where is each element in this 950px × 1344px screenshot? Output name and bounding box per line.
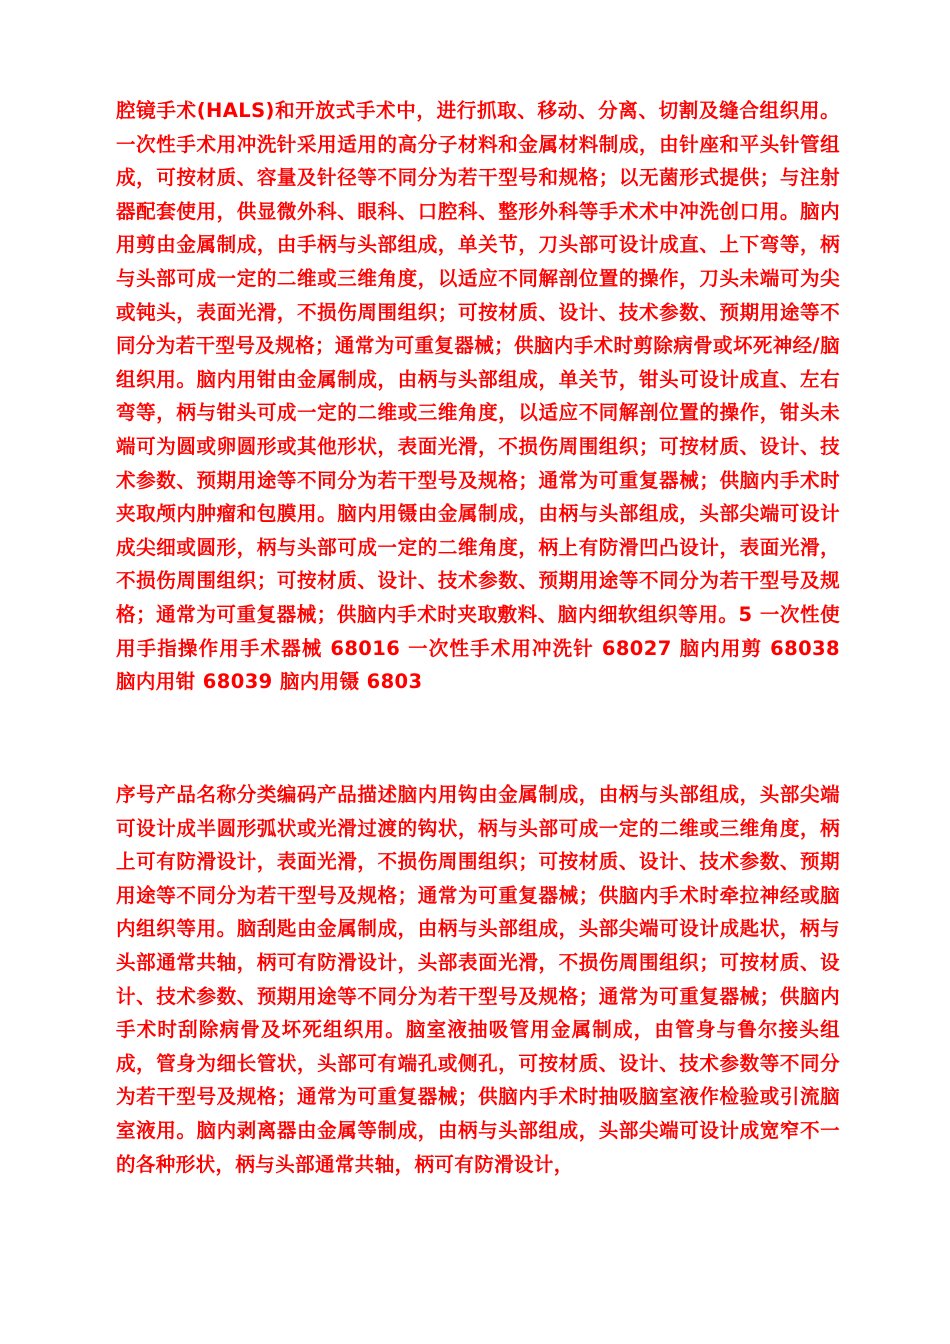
paragraph-2: 序号产品名称分类编码产品描述脑内用钩由金属制成，由柄与头部组成，头部尖端可设计成半圆形弧状或光滑过渡的钩状，柄与头部可成一定的二维或三维角度，柄上可有防滑设计，表面光滑，不损伤周围组织；可按材质、设计、技术参数、预期用途等不同分为若干型号及规格；通常为可重复器械；供脑内手术时牵拉神经或脑内组织等用。脑刮匙由金属制成，由柄与头部组成，头部尖端可设计成匙状，柄与头部通常共轴，柄可有防滑设计，头部表面光滑，不损伤周围组织；可按材质、设计、技术参数、预期用途等不同分为若干型号及规格；通常为可重复器械；供脑内手术时刮除病骨及坏死组织用。脑室液抽吸管用金属制成，由管身与鲁尔接头组成，管身为细长管状，头部可有端孔或侧孔，可按材质、设计、技术参数等不同分为若干型号及规格；通常为可重复器械；供脑内手术时抽吸脑室液作检验或引流脑室液用。脑内剥离器由金属等制成，由柄与头部组成，头部尖端可设计成宽窄不一的各种形状，柄与头部通常共轴，柄可有防滑设计， (116, 783, 840, 1176)
paragraph-1: 腔镜手术(HALS)和开放式手术中，进行抓取、移动、分离、切割及缝合组织用。一次性手术用冲洗针采用适用的高分子材料和金属材料制成，由针座和平头针管组成，可按材质、容量及针径等不同分为若干型号和规格；以无菌形式提供；与注射器配套使用，供显微外科、眼科、口腔科、整形外科等手术术中冲洗创口用。脑内用剪由金属制成，由手柄与头部组成，单关节，刀头部可设计成直、上下弯等，柄与头部可成一定的二维或三维角度，以适应不同解剖位置的操作，刀头未端可为尖或钝头，表面光滑，不损伤周围组织；可按材质、设计、技术参数、预期用途等不同分为若干型号及规格；通常为可重复器械；供脑内手术时剪除病骨或坏死神经/脑组织用。脑内用钳由金属制成，由柄与头部组成，单关节，钳头可设计成直、左右弯等，柄与钳头可成一定的二维或三维角度，以适应不同解剖位置的操作，钳头未端可为圆或卵圆形或其他形状，表面光滑，不损伤周围组织；可按材质、设计、技术参数、预期用途等不同分为若干型号及规格；通常为可重复器械；供脑内手术时夹取颅内肿瘤和包膜用。脑内用镊由金属制成，由柄与头部组成，头部尖端可设计成尖细或圆形，柄与头部可成一定的二维角度，柄上有防滑凹凸设计，表面光滑，不损伤周围组织；可按材质、设计、技术参数、预期用途等不同分为若干型号及规格；通常为可重复器械；供脑内手术时夹取敷料、脑内细软组织等用。5 一次性使用手指操作用手术器械 68016 一次性手术用冲洗针 68027 脑内用剪 68038 脑内用钳 68039 脑内用镊 6803 (116, 99, 840, 694)
